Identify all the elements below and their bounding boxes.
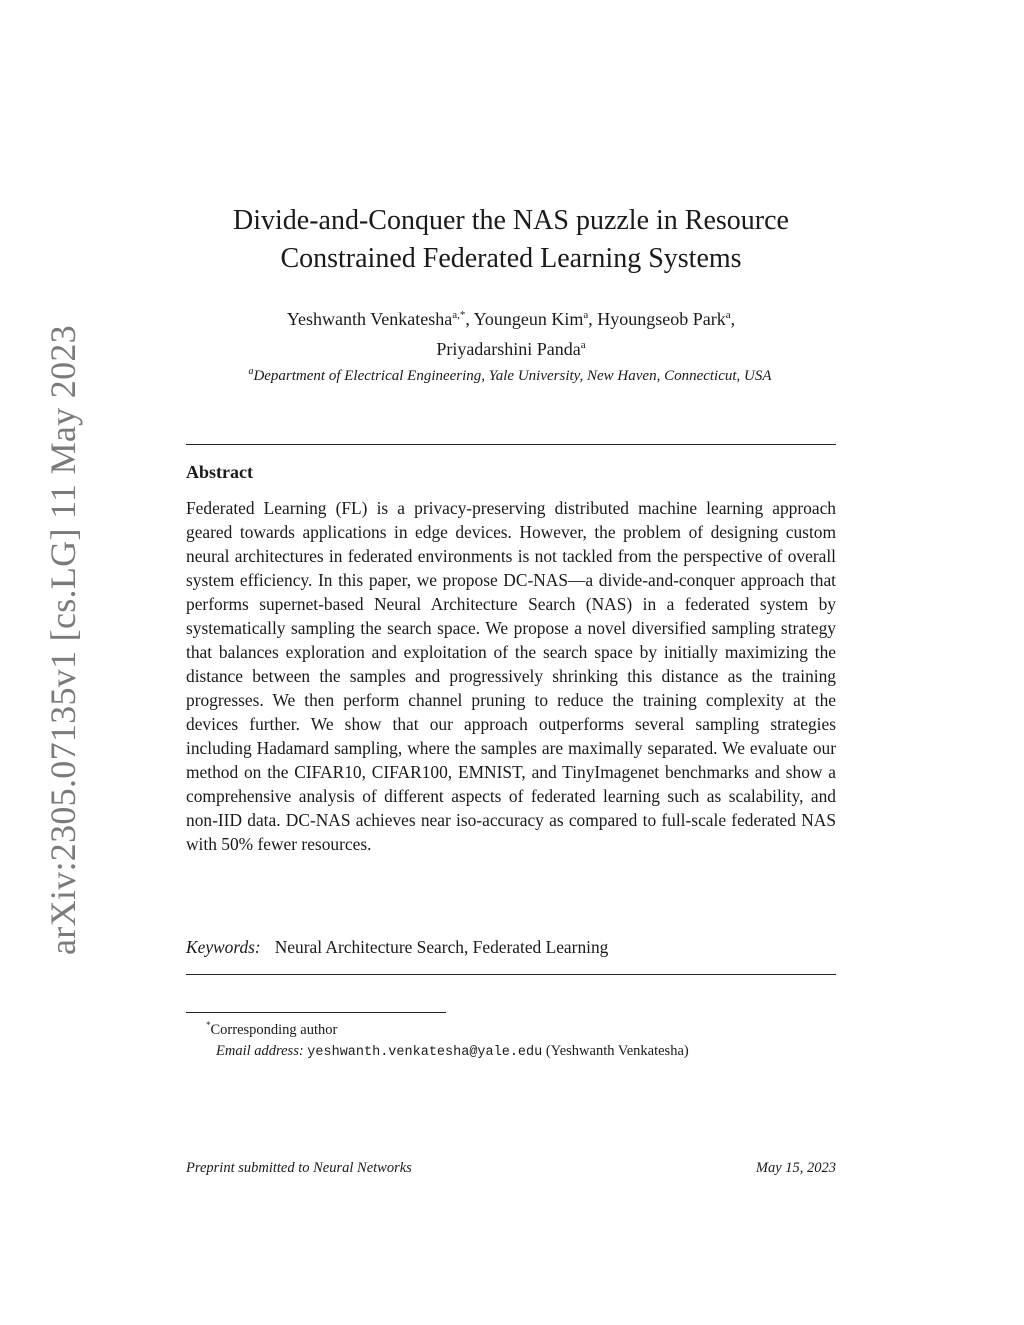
author-affiliation-mark: a — [583, 309, 589, 321]
footnote-divider — [186, 1012, 446, 1013]
affiliation-mark: a — [248, 366, 254, 377]
author-name: Hyoungseob Park — [597, 309, 726, 329]
abstract-heading: Abstract — [186, 462, 253, 482]
email-owner: (Yeshwanth Venkatesha) — [545, 1042, 689, 1059]
author-affiliation-mark: a — [725, 309, 731, 321]
corresponding-author-note: Corresponding author — [210, 1021, 338, 1038]
arxiv-identifier-text: arXiv:2305.07135v1 [cs.LG] 11 May 2023 — [43, 325, 83, 955]
author-list: Yeshwanth Venkatesha$^{a,*}$, Youngeun Kim$^a$, Hyoungseob Park$^a$, Priyadarshini Panda$^a$ — [286, 309, 736, 359]
preprint-footer — [186, 1160, 836, 1177]
title-line-2: Constrained Federated Learning Systems — [280, 243, 742, 274]
keywords — [186, 937, 836, 958]
preprint-date: May 15, 2023 — [755, 1160, 836, 1176]
title-line-1: Divide-and-Conquer the NAS puzzle in Resource — [233, 205, 789, 236]
email-address[interactable]: yeshwanth.venkatesha@yale.edu — [307, 1044, 543, 1060]
divider-bottom — [186, 974, 836, 975]
keywords-label: Keywords: — [186, 937, 261, 957]
affiliation-text: Department of Electrical Engineering, Yale University, New Haven, Connecticut, USA — [253, 368, 772, 384]
author-affiliation-mark: a,* — [452, 309, 466, 321]
divider-top — [186, 444, 836, 445]
author-name: Yeshwanth Venkatesha — [286, 309, 453, 329]
email-label: Email address: — [216, 1042, 304, 1059]
paper-title — [186, 202, 836, 278]
author-affiliation-mark: a — [580, 339, 586, 351]
author-name: Youngeun Kim — [473, 309, 584, 329]
footnote — [206, 1015, 689, 1063]
author-name: Priyadarshini Panda — [436, 339, 581, 359]
footnote-mark: * — [206, 1020, 211, 1030]
arxiv-identifier-stamp — [33, 325, 93, 955]
keywords-text: Neural Architecture Search, Federated Learning — [274, 937, 609, 957]
affiliation — [170, 366, 850, 385]
preprint-note: Preprint submitted to Neural Networks — [186, 1160, 412, 1176]
abstract-body: Federated Learning (FL) is a privacy-preserving distributed machine learning approach geared towards applications in edge devices. However, the problem of designing custom neural architectures in federated environments is not tackled from the perspective of overall system efficiency. In this paper, we propose DC-NAS—a divide-and-conquer approach that performs supernet-based Neural Architecture Search (NAS) in a federated system by systematically sampling the search space. We propose a novel diversified sampling strategy that balances exploration and exploitation of the search space by initially maximizing the distance between the samples and progressively shrinking this distance as the training progresses. We then perform channel pruning to reduce the training complexity at the devices further. We show that our approach outperforms several sampling strategies including Hadamard sampling, where the samples are maximally separated. We evaluate our method on the CIFAR10, CIFAR100, EMNIST, and TinyImagenet benchmarks and show a comprehensive analysis of different aspects of federated learning such as scalability, and non-IID data. DC-NAS achieves near iso-accuracy as compared to full-scale federated NAS with 50% fewer resources. — [186, 498, 836, 854]
